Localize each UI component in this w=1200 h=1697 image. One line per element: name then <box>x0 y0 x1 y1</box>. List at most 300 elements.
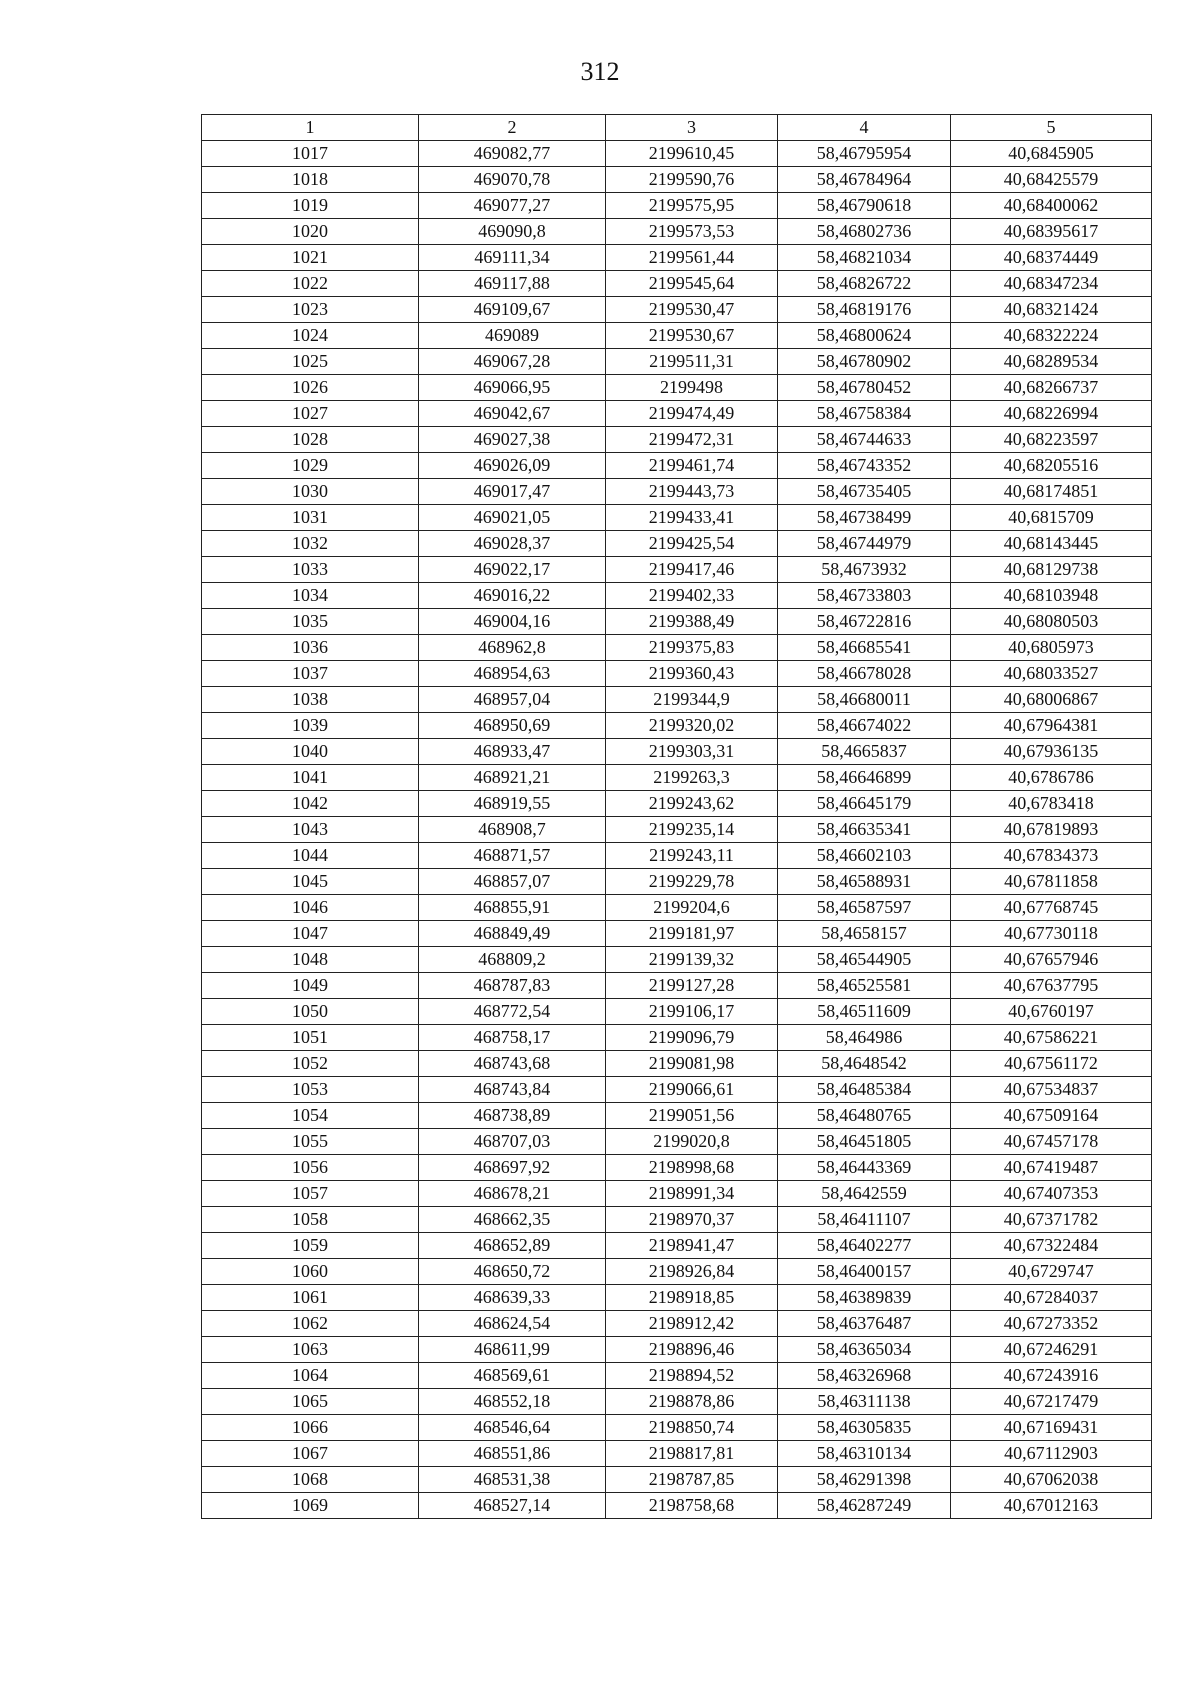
table-cell: 469027,38 <box>419 427 606 453</box>
table-cell: 469022,17 <box>419 557 606 583</box>
table-cell: 2199498 <box>606 375 778 401</box>
table-cell: 40,68174851 <box>951 479 1152 505</box>
table-cell: 2199360,43 <box>606 661 778 687</box>
table-cell: 1049 <box>202 973 419 999</box>
table-cell: 1067 <box>202 1441 419 1467</box>
table-cell: 40,68033527 <box>951 661 1152 687</box>
table-cell: 58,46310134 <box>778 1441 951 1467</box>
header-row <box>202 115 1152 141</box>
table-cell: 58,46411107 <box>778 1207 951 1233</box>
table-cell: 2198918,85 <box>606 1285 778 1311</box>
table-cell: 2199020,8 <box>606 1129 778 1155</box>
table-cell: 40,67637795 <box>951 973 1152 999</box>
table-cell: 469089 <box>419 323 606 349</box>
table-row <box>202 1025 1152 1051</box>
table-cell: 469077,27 <box>419 193 606 219</box>
table-cell: 58,46365034 <box>778 1337 951 1363</box>
table-row <box>202 453 1152 479</box>
table-cell: 469117,88 <box>419 271 606 297</box>
table-cell: 1058 <box>202 1207 419 1233</box>
table-cell: 1050 <box>202 999 419 1025</box>
table-cell: 468527,14 <box>419 1493 606 1519</box>
table-cell: 1063 <box>202 1337 419 1363</box>
table-row <box>202 557 1152 583</box>
table-row <box>202 1467 1152 1493</box>
table-cell: 1038 <box>202 687 419 713</box>
table-cell: 58,46646899 <box>778 765 951 791</box>
table-cell: 2198991,34 <box>606 1181 778 1207</box>
table-cell: 40,6786786 <box>951 765 1152 791</box>
table-cell: 468546,64 <box>419 1415 606 1441</box>
table-cell: 2198926,84 <box>606 1259 778 1285</box>
table-row <box>202 1207 1152 1233</box>
table-cell: 40,68347234 <box>951 271 1152 297</box>
table-cell: 40,68080503 <box>951 609 1152 635</box>
table-cell: 1054 <box>202 1103 419 1129</box>
table-cell: 1045 <box>202 869 419 895</box>
table-cell: 468954,63 <box>419 661 606 687</box>
table-cell: 58,46733803 <box>778 583 951 609</box>
table-row <box>202 765 1152 791</box>
table-cell: 58,464986 <box>778 1025 951 1051</box>
table-row <box>202 635 1152 661</box>
table-row <box>202 1311 1152 1337</box>
table-cell: 1062 <box>202 1311 419 1337</box>
table-cell: 58,46784964 <box>778 167 951 193</box>
table-cell: 469111,34 <box>419 245 606 271</box>
table-cell: 469026,09 <box>419 453 606 479</box>
table-cell: 2199425,54 <box>606 531 778 557</box>
table-cell: 2199081,98 <box>606 1051 778 1077</box>
table-cell: 468908,7 <box>419 817 606 843</box>
table-cell: 2199561,44 <box>606 245 778 271</box>
table-cell: 468809,2 <box>419 947 606 973</box>
table-cell: 1024 <box>202 323 419 349</box>
table-cell: 40,68103948 <box>951 583 1152 609</box>
column-header-1: 1 <box>202 115 419 141</box>
table-cell: 58,4648542 <box>778 1051 951 1077</box>
table-cell: 40,67657946 <box>951 947 1152 973</box>
table-cell: 40,67371782 <box>951 1207 1152 1233</box>
table-cell: 40,67407353 <box>951 1181 1152 1207</box>
table-cell: 468738,89 <box>419 1103 606 1129</box>
table-cell: 1030 <box>202 479 419 505</box>
table-cell: 40,67811858 <box>951 869 1152 895</box>
table-cell: 468707,03 <box>419 1129 606 1155</box>
table-cell: 58,46389839 <box>778 1285 951 1311</box>
table-cell: 2199320,02 <box>606 713 778 739</box>
table-cell: 1036 <box>202 635 419 661</box>
table-cell: 1020 <box>202 219 419 245</box>
table-row <box>202 1441 1152 1467</box>
column-header-5: 5 <box>951 115 1152 141</box>
table-cell: 1060 <box>202 1259 419 1285</box>
table-row <box>202 141 1152 167</box>
table-cell: 2199344,9 <box>606 687 778 713</box>
table-cell: 1046 <box>202 895 419 921</box>
table-cell: 58,46819176 <box>778 297 951 323</box>
table-cell: 1059 <box>202 1233 419 1259</box>
table-cell: 40,68226994 <box>951 401 1152 427</box>
table-cell: 468871,57 <box>419 843 606 869</box>
table-cell: 58,46511609 <box>778 999 951 1025</box>
table-cell: 469028,37 <box>419 531 606 557</box>
table-cell: 1028 <box>202 427 419 453</box>
table-cell: 40,67322484 <box>951 1233 1152 1259</box>
table-cell: 2198787,85 <box>606 1467 778 1493</box>
table-row <box>202 999 1152 1025</box>
table-cell: 2198970,37 <box>606 1207 778 1233</box>
table-cell: 469109,67 <box>419 297 606 323</box>
table-cell: 40,67936135 <box>951 739 1152 765</box>
table-row <box>202 687 1152 713</box>
table-cell: 58,46645179 <box>778 791 951 817</box>
table-cell: 58,46780452 <box>778 375 951 401</box>
table-cell: 2199263,3 <box>606 765 778 791</box>
table-cell: 1022 <box>202 271 419 297</box>
table-cell: 1065 <box>202 1389 419 1415</box>
table-cell: 1053 <box>202 1077 419 1103</box>
table-cell: 469016,22 <box>419 583 606 609</box>
table-cell: 1040 <box>202 739 419 765</box>
table-cell: 40,67768745 <box>951 895 1152 921</box>
table-cell: 1023 <box>202 297 419 323</box>
table-cell: 40,68400062 <box>951 193 1152 219</box>
table-row <box>202 505 1152 531</box>
column-header-2: 2 <box>419 115 606 141</box>
table-cell: 469042,67 <box>419 401 606 427</box>
table-cell: 2199181,97 <box>606 921 778 947</box>
table-cell: 58,46735405 <box>778 479 951 505</box>
table-cell: 2198896,46 <box>606 1337 778 1363</box>
table-cell: 1035 <box>202 609 419 635</box>
table-row <box>202 1493 1152 1519</box>
table-cell: 40,67012163 <box>951 1493 1152 1519</box>
table-cell: 58,46795954 <box>778 141 951 167</box>
table-cell: 2199472,31 <box>606 427 778 453</box>
table-row <box>202 349 1152 375</box>
table-cell: 1057 <box>202 1181 419 1207</box>
table-cell: 2198912,42 <box>606 1311 778 1337</box>
table-cell: 58,46485384 <box>778 1077 951 1103</box>
table-cell: 1027 <box>202 401 419 427</box>
table-row <box>202 869 1152 895</box>
table-cell: 468650,72 <box>419 1259 606 1285</box>
table-cell: 1042 <box>202 791 419 817</box>
column-header-3: 3 <box>606 115 778 141</box>
table-row <box>202 531 1152 557</box>
table-cell: 40,68374449 <box>951 245 1152 271</box>
table-cell: 40,67062038 <box>951 1467 1152 1493</box>
table-cell: 1066 <box>202 1415 419 1441</box>
table-cell: 468950,69 <box>419 713 606 739</box>
table-cell: 58,46287249 <box>778 1493 951 1519</box>
table-cell: 469066,95 <box>419 375 606 401</box>
table-cell: 468857,07 <box>419 869 606 895</box>
table-cell: 1029 <box>202 453 419 479</box>
table-cell: 2198941,47 <box>606 1233 778 1259</box>
table-cell: 58,46635341 <box>778 817 951 843</box>
table-cell: 1032 <box>202 531 419 557</box>
table-cell: 40,67273352 <box>951 1311 1152 1337</box>
table-cell: 1055 <box>202 1129 419 1155</box>
table-cell: 1033 <box>202 557 419 583</box>
table-row <box>202 843 1152 869</box>
table-cell: 468569,61 <box>419 1363 606 1389</box>
table-cell: 58,46680011 <box>778 687 951 713</box>
table-cell: 40,67586221 <box>951 1025 1152 1051</box>
table-row <box>202 1389 1152 1415</box>
table-cell: 40,67964381 <box>951 713 1152 739</box>
table-row <box>202 895 1152 921</box>
table-cell: 58,46443369 <box>778 1155 951 1181</box>
table-cell: 58,46402277 <box>778 1233 951 1259</box>
table-cell: 2199096,79 <box>606 1025 778 1051</box>
table-cell: 58,46738499 <box>778 505 951 531</box>
table-cell: 2199590,76 <box>606 167 778 193</box>
table-cell: 1039 <box>202 713 419 739</box>
table-cell: 2199511,31 <box>606 349 778 375</box>
table-cell: 468849,49 <box>419 921 606 947</box>
table-cell: 40,6805973 <box>951 635 1152 661</box>
table-body <box>202 141 1152 1519</box>
table-cell: 469004,16 <box>419 609 606 635</box>
table-cell: 40,67284037 <box>951 1285 1152 1311</box>
table-row <box>202 1129 1152 1155</box>
table-row <box>202 1051 1152 1077</box>
table-cell: 1064 <box>202 1363 419 1389</box>
table-cell: 58,46311138 <box>778 1389 951 1415</box>
table-cell: 58,46400157 <box>778 1259 951 1285</box>
table-cell: 2199545,64 <box>606 271 778 297</box>
table-cell: 2199417,46 <box>606 557 778 583</box>
table-row <box>202 713 1152 739</box>
table-cell: 58,46602103 <box>778 843 951 869</box>
table-cell: 40,67730118 <box>951 921 1152 947</box>
table-cell: 58,46326968 <box>778 1363 951 1389</box>
table-cell: 58,46780902 <box>778 349 951 375</box>
table-cell: 58,46743352 <box>778 453 951 479</box>
table-cell: 40,67509164 <box>951 1103 1152 1129</box>
table-row <box>202 1363 1152 1389</box>
table-cell: 40,67819893 <box>951 817 1152 843</box>
table-cell: 469021,05 <box>419 505 606 531</box>
table-cell: 468921,21 <box>419 765 606 791</box>
table-row <box>202 245 1152 271</box>
table-cell: 2199610,45 <box>606 141 778 167</box>
table-cell: 468551,86 <box>419 1441 606 1467</box>
table-cell: 58,46305835 <box>778 1415 951 1441</box>
table-cell: 468957,04 <box>419 687 606 713</box>
table-cell: 468855,91 <box>419 895 606 921</box>
table-cell: 469082,77 <box>419 141 606 167</box>
table-cell: 2198998,68 <box>606 1155 778 1181</box>
table-cell: 1069 <box>202 1493 419 1519</box>
table-cell: 2199530,67 <box>606 323 778 349</box>
table-cell: 58,46451805 <box>778 1129 951 1155</box>
table-cell: 2199461,74 <box>606 453 778 479</box>
table-cell: 468639,33 <box>419 1285 606 1311</box>
table-row <box>202 817 1152 843</box>
table-cell: 58,46678028 <box>778 661 951 687</box>
table-cell: 1043 <box>202 817 419 843</box>
table-row <box>202 167 1152 193</box>
table-cell: 2199127,28 <box>606 973 778 999</box>
table-cell: 40,68143445 <box>951 531 1152 557</box>
table-cell: 2199229,78 <box>606 869 778 895</box>
table-row <box>202 427 1152 453</box>
table-cell: 58,46821034 <box>778 245 951 271</box>
table-header <box>202 115 1152 141</box>
table-cell: 468552,18 <box>419 1389 606 1415</box>
table-cell: 58,4642559 <box>778 1181 951 1207</box>
table-cell: 1041 <box>202 765 419 791</box>
table-cell: 40,6783418 <box>951 791 1152 817</box>
table-cell: 1031 <box>202 505 419 531</box>
table-cell: 40,67561172 <box>951 1051 1152 1077</box>
table-cell: 2199235,14 <box>606 817 778 843</box>
table-cell: 40,6845905 <box>951 141 1152 167</box>
table-cell: 1068 <box>202 1467 419 1493</box>
table-cell: 1037 <box>202 661 419 687</box>
table-cell: 2199243,11 <box>606 843 778 869</box>
table-row <box>202 1103 1152 1129</box>
table-cell: 469067,28 <box>419 349 606 375</box>
table-cell: 468531,38 <box>419 1467 606 1493</box>
table-cell: 2198850,74 <box>606 1415 778 1441</box>
table-cell: 468652,89 <box>419 1233 606 1259</box>
table-cell: 58,4658157 <box>778 921 951 947</box>
table-cell: 58,46587597 <box>778 895 951 921</box>
table-cell: 468611,99 <box>419 1337 606 1363</box>
table-row <box>202 947 1152 973</box>
table-cell: 2199106,17 <box>606 999 778 1025</box>
table-cell: 40,67217479 <box>951 1389 1152 1415</box>
table-row <box>202 375 1152 401</box>
table-cell: 58,46722816 <box>778 609 951 635</box>
page-number: 312 <box>580 57 620 86</box>
table-cell: 40,68006867 <box>951 687 1152 713</box>
table-cell: 468678,21 <box>419 1181 606 1207</box>
table-cell: 40,68395617 <box>951 219 1152 245</box>
table-cell: 2199402,33 <box>606 583 778 609</box>
table-cell: 40,6760197 <box>951 999 1152 1025</box>
table-row <box>202 1155 1152 1181</box>
table-row <box>202 1233 1152 1259</box>
table-cell: 2198758,68 <box>606 1493 778 1519</box>
table-cell: 40,67419487 <box>951 1155 1152 1181</box>
table-cell: 2199303,31 <box>606 739 778 765</box>
table-cell: 1052 <box>202 1051 419 1077</box>
table-row <box>202 1181 1152 1207</box>
table-cell: 40,67169431 <box>951 1415 1152 1441</box>
table-cell: 468662,35 <box>419 1207 606 1233</box>
table-cell: 1021 <box>202 245 419 271</box>
table-cell: 1061 <box>202 1285 419 1311</box>
column-header-4: 4 <box>778 115 951 141</box>
table-cell: 58,46685541 <box>778 635 951 661</box>
table-cell: 1017 <box>202 141 419 167</box>
table-cell: 58,46674022 <box>778 713 951 739</box>
table-cell: 58,46588931 <box>778 869 951 895</box>
table-cell: 469070,78 <box>419 167 606 193</box>
table-cell: 468743,84 <box>419 1077 606 1103</box>
table-row <box>202 271 1152 297</box>
table-row <box>202 609 1152 635</box>
table-cell: 468772,54 <box>419 999 606 1025</box>
table-cell: 1056 <box>202 1155 419 1181</box>
table-cell: 40,67246291 <box>951 1337 1152 1363</box>
table-cell: 1044 <box>202 843 419 869</box>
table-row <box>202 1285 1152 1311</box>
table-row <box>202 479 1152 505</box>
table-cell: 1019 <box>202 193 419 219</box>
table-cell: 58,46800624 <box>778 323 951 349</box>
table-cell: 2198817,81 <box>606 1441 778 1467</box>
table-cell: 2199530,47 <box>606 297 778 323</box>
table-cell: 2199474,49 <box>606 401 778 427</box>
table-cell: 40,68266737 <box>951 375 1152 401</box>
table-cell: 2199575,95 <box>606 193 778 219</box>
table-cell: 1025 <box>202 349 419 375</box>
table-cell: 2199443,73 <box>606 479 778 505</box>
table-row <box>202 219 1152 245</box>
table-cell: 58,46790618 <box>778 193 951 219</box>
table-cell: 2199204,6 <box>606 895 778 921</box>
table-cell: 468697,92 <box>419 1155 606 1181</box>
table-cell: 468787,83 <box>419 973 606 999</box>
table-cell: 2198878,86 <box>606 1389 778 1415</box>
table-cell: 2199573,53 <box>606 219 778 245</box>
table-cell: 469090,8 <box>419 219 606 245</box>
table-cell: 40,68129738 <box>951 557 1152 583</box>
table-row <box>202 401 1152 427</box>
table-cell: 58,4665837 <box>778 739 951 765</box>
table-row <box>202 921 1152 947</box>
table-cell: 40,68321424 <box>951 297 1152 323</box>
table-cell: 58,46376487 <box>778 1311 951 1337</box>
table-cell: 58,46744979 <box>778 531 951 557</box>
table-cell: 2199243,62 <box>606 791 778 817</box>
table-cell: 58,4673932 <box>778 557 951 583</box>
table-cell: 1047 <box>202 921 419 947</box>
table-cell: 468743,68 <box>419 1051 606 1077</box>
table-row <box>202 973 1152 999</box>
table-cell: 40,6815709 <box>951 505 1152 531</box>
table-row <box>202 739 1152 765</box>
table-cell: 468624,54 <box>419 1311 606 1337</box>
table-cell: 2199139,32 <box>606 947 778 973</box>
table-cell: 2199375,83 <box>606 635 778 661</box>
table-cell: 58,46480765 <box>778 1103 951 1129</box>
table-row <box>202 1077 1152 1103</box>
table-row <box>202 193 1152 219</box>
table-row <box>202 1337 1152 1363</box>
table-cell: 1034 <box>202 583 419 609</box>
table-cell: 40,67243916 <box>951 1363 1152 1389</box>
table-row <box>202 323 1152 349</box>
table-cell: 469017,47 <box>419 479 606 505</box>
table-cell: 1048 <box>202 947 419 973</box>
table-cell: 2199388,49 <box>606 609 778 635</box>
table-cell: 40,67834373 <box>951 843 1152 869</box>
table-cell: 1026 <box>202 375 419 401</box>
table-cell: 40,68289534 <box>951 349 1152 375</box>
table-cell: 40,68223597 <box>951 427 1152 453</box>
table-cell: 40,67534837 <box>951 1077 1152 1103</box>
table-cell: 58,46544905 <box>778 947 951 973</box>
table-cell: 40,68205516 <box>951 453 1152 479</box>
